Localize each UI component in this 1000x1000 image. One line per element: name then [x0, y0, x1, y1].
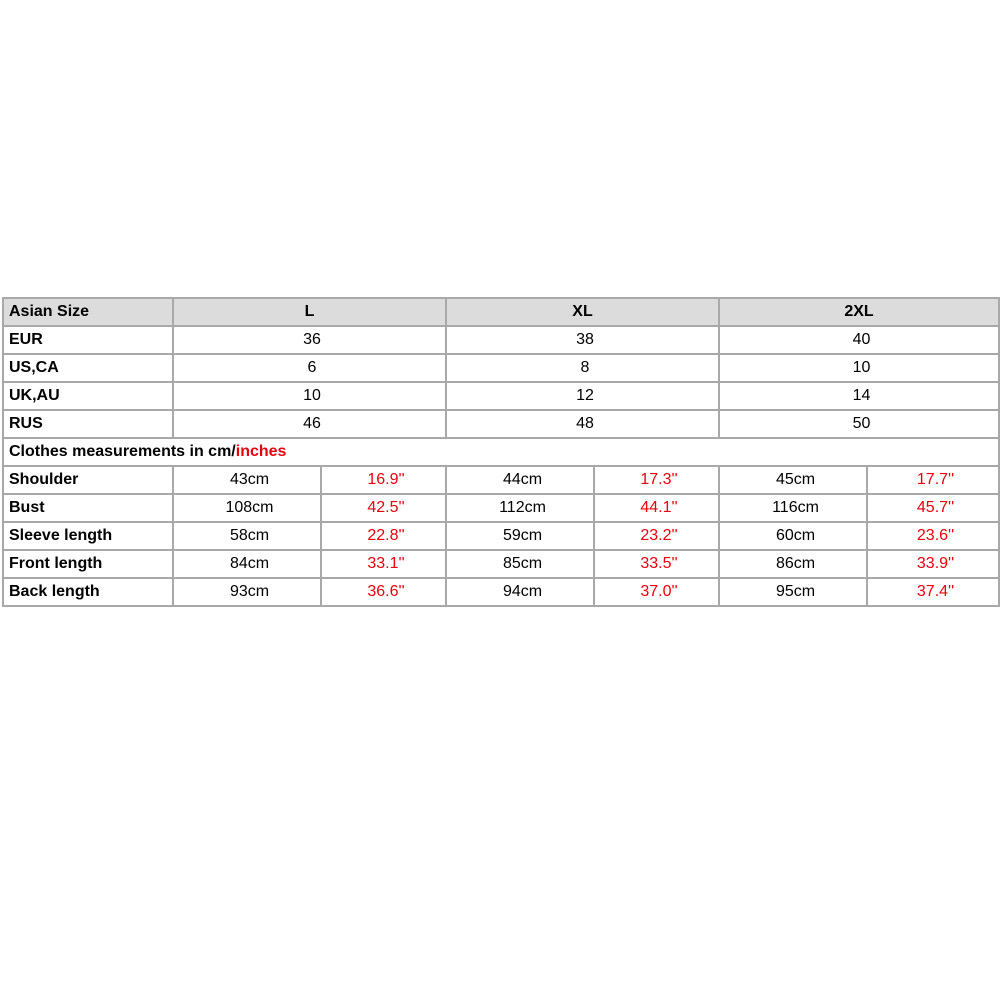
- asian-size-header: Asian Size: [3, 298, 173, 326]
- cm-cell: 43cm: [173, 466, 321, 494]
- section-heading-highlight: inches: [235, 443, 287, 460]
- table-cell: 46: [173, 410, 446, 438]
- cm-cell: 86cm: [719, 550, 867, 578]
- row-label: RUS: [3, 410, 173, 438]
- row-label: Back length: [3, 578, 173, 606]
- table-row: [3, 382, 999, 410]
- cm-cell: 44cm: [446, 466, 594, 494]
- inch-cell: 37.0'': [594, 578, 719, 606]
- table-row: [3, 550, 999, 578]
- cm-cell: 93cm: [173, 578, 321, 606]
- size-header-l: L: [173, 298, 446, 326]
- table-row: [3, 410, 999, 438]
- table-cell: 14: [719, 382, 999, 410]
- inch-cell: 16.9'': [321, 466, 446, 494]
- table-cell: 6: [173, 354, 446, 382]
- inch-cell: 33.5'': [594, 550, 719, 578]
- inch-cell: 44.1'': [594, 494, 719, 522]
- inch-cell: 22.8'': [321, 522, 446, 550]
- section-heading-prefix: Clothes measurements in cm/: [9, 443, 236, 460]
- header-row: [3, 298, 999, 326]
- inch-cell: 36.6'': [321, 578, 446, 606]
- cm-cell: 84cm: [173, 550, 321, 578]
- cm-cell: 45cm: [719, 466, 867, 494]
- row-label: Bust: [3, 494, 173, 522]
- cm-cell: 94cm: [446, 578, 594, 606]
- table-row: [3, 466, 999, 494]
- table-cell: 50: [719, 410, 999, 438]
- cm-cell: 85cm: [446, 550, 594, 578]
- row-label: Shoulder: [3, 466, 173, 494]
- cm-cell: 58cm: [173, 522, 321, 550]
- section-heading: [3, 438, 999, 466]
- table-row: [3, 578, 999, 606]
- inch-cell: 23.6'': [867, 522, 999, 550]
- section-row: [3, 438, 999, 466]
- inch-cell: 23.2'': [594, 522, 719, 550]
- size-header-2xl: 2XL: [719, 298, 999, 326]
- cm-cell: 60cm: [719, 522, 867, 550]
- table-cell: 48: [446, 410, 719, 438]
- size-header-xl: XL: [446, 298, 719, 326]
- table-cell: 10: [719, 354, 999, 382]
- cm-cell: 112cm: [446, 494, 594, 522]
- cm-cell: 59cm: [446, 522, 594, 550]
- cm-cell: 116cm: [719, 494, 867, 522]
- row-label: US,CA: [3, 354, 173, 382]
- table-cell: 36: [173, 326, 446, 354]
- cm-cell: 108cm: [173, 494, 321, 522]
- table-cell: 10: [173, 382, 446, 410]
- table-row: [3, 326, 999, 354]
- row-label: Front length: [3, 550, 173, 578]
- table-cell: 8: [446, 354, 719, 382]
- inch-cell: 17.7'': [867, 466, 999, 494]
- inch-cell: 33.1'': [321, 550, 446, 578]
- row-label: Sleeve length: [3, 522, 173, 550]
- table-row: [3, 494, 999, 522]
- inch-cell: 42.5'': [321, 494, 446, 522]
- cm-cell: 95cm: [719, 578, 867, 606]
- table-cell: 38: [446, 326, 719, 354]
- inch-cell: 45.7'': [867, 494, 999, 522]
- row-label: EUR: [3, 326, 173, 354]
- size-chart-table: [2, 297, 1000, 607]
- inch-cell: 37.4'': [867, 578, 999, 606]
- table-row: [3, 522, 999, 550]
- table-row: [3, 354, 999, 382]
- table-cell: 12: [446, 382, 719, 410]
- table-cell: 40: [719, 326, 999, 354]
- row-label: UK,AU: [3, 382, 173, 410]
- inch-cell: 17.3'': [594, 466, 719, 494]
- inch-cell: 33.9'': [867, 550, 999, 578]
